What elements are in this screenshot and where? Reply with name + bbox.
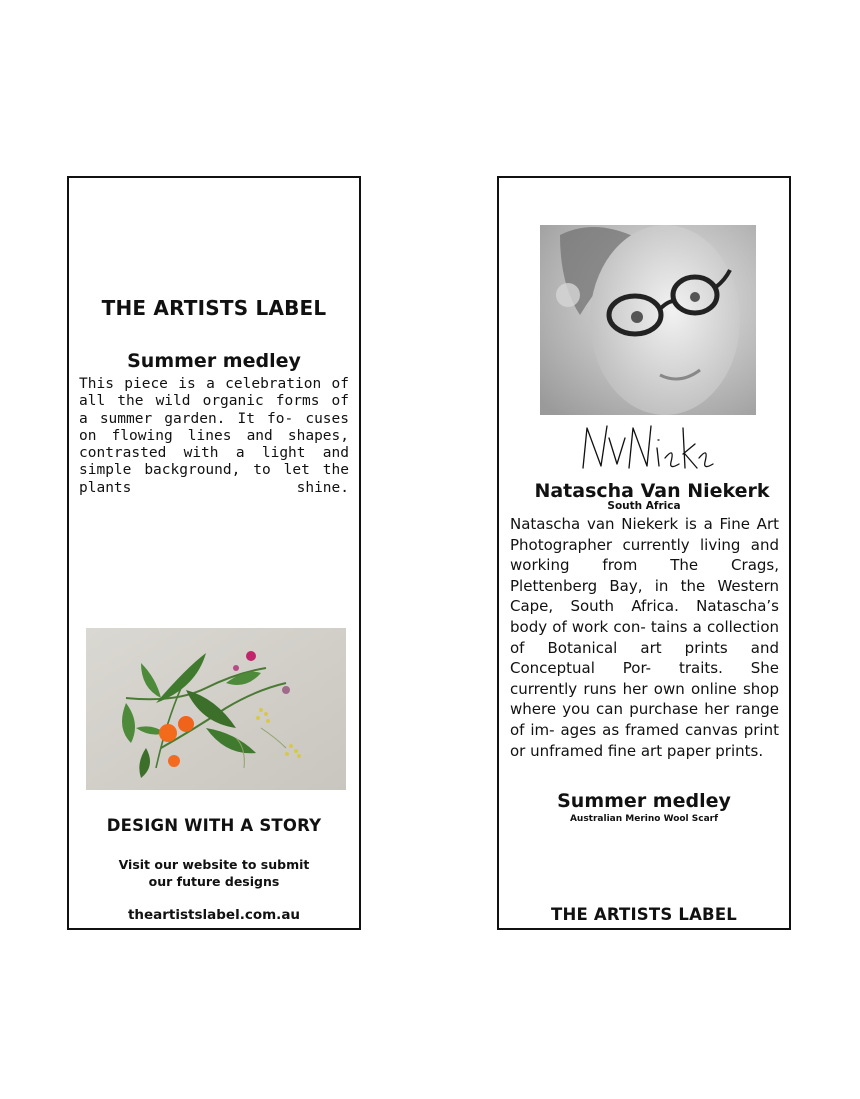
artwork-description: This piece is a celebration of all the wild organic forms of a summer garden. It fo- cuses on flowing lines and shapes, contrasted with a light and simple background, to let the plants shine. xyxy=(79,376,349,496)
product-subtitle: Australian Merino Wool Scarf xyxy=(569,814,719,824)
product-title: Summer medley xyxy=(557,790,731,812)
visit-note xyxy=(69,856,359,890)
visit-line-2: our future designs xyxy=(148,874,280,889)
left-label-card xyxy=(67,176,361,930)
artwork-image xyxy=(86,628,346,790)
artist-country: South Africa xyxy=(607,500,681,512)
visit-line-1: Visit our website to submit xyxy=(118,857,310,872)
artist-bio: Natascha van Niekerk is a Fine Art Photographer currently living and working from The Crags, Plettenberg Bay, in the Western Cape, South Africa. Natascha’s body of work con- tains a collection of Botanical art prints and Conceptual Por- traits. She currently runs her own online shop where you can purchase her range of im- ages as framed canvas print or unframed fine art paper prints. xyxy=(510,515,779,760)
tagline: DESIGN WITH A STORY xyxy=(106,816,322,835)
brand-footer: THE ARTISTS LABEL xyxy=(550,905,738,924)
right-label-card xyxy=(497,176,791,930)
artist-portrait xyxy=(540,225,756,415)
artist-signature xyxy=(579,418,719,476)
artist-name: Natascha Van Niekerk xyxy=(534,480,770,502)
artwork-title: Summer medley xyxy=(127,350,301,372)
website-url[interactable]: theartistslabel.com.au xyxy=(127,907,301,923)
brand-title: THE ARTISTS LABEL xyxy=(101,296,327,320)
